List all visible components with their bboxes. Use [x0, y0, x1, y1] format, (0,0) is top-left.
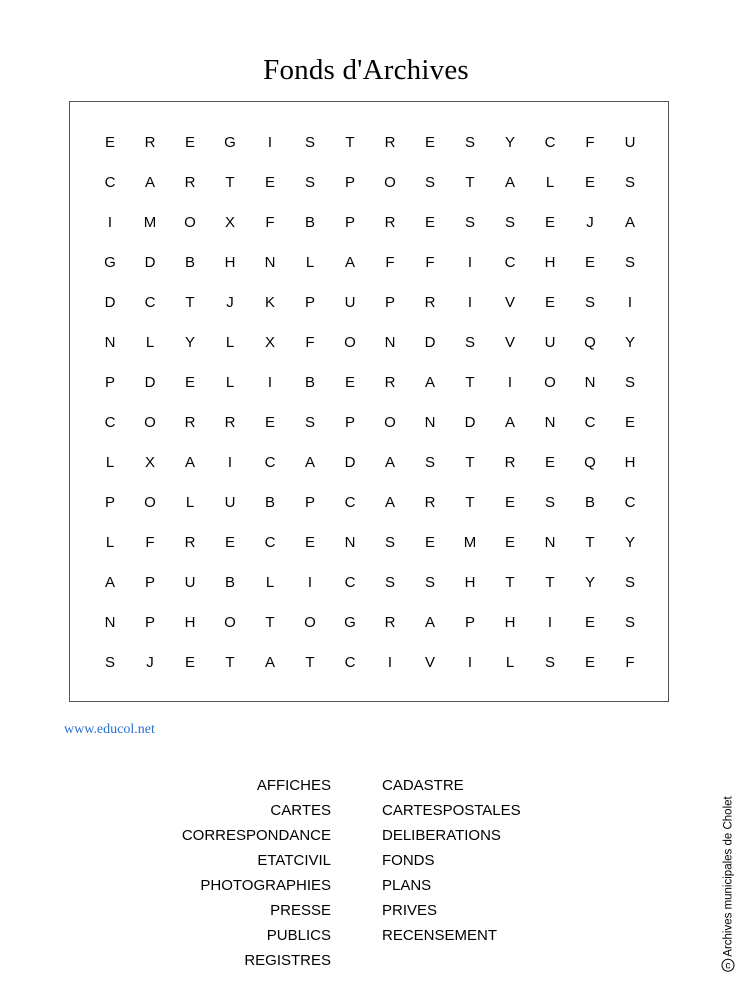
grid-cell[interactable]: T [465, 454, 475, 471]
grid-cell[interactable]: Q [584, 334, 596, 351]
grid-cell[interactable]: N [104, 614, 116, 631]
grid-cell[interactable]: L [105, 454, 115, 471]
grid-row [70, 333, 668, 353]
grid-cell[interactable]: E [264, 414, 275, 431]
word-list-item: DELIBERATIONS [382, 827, 501, 844]
grid-cell[interactable]: S [464, 334, 475, 351]
grid-cell[interactable]: G [344, 614, 356, 631]
grid-cell[interactable]: A [424, 614, 435, 631]
grid-cell[interactable]: N [104, 334, 116, 351]
grid-cell[interactable]: E [424, 214, 435, 231]
word-list-item: FONDS [382, 852, 435, 869]
grid-cell[interactable]: E [624, 414, 635, 431]
grid-cell[interactable]: R [504, 454, 516, 471]
word-list-item: CARTESPOSTALES [382, 802, 521, 819]
grid-cell[interactable]: T [505, 574, 515, 591]
grid-cell[interactable]: F [425, 254, 435, 271]
grid-cell[interactable]: S [584, 294, 595, 311]
credit-vertical [718, 784, 738, 984]
grid-cell[interactable]: I [627, 294, 633, 311]
grid-cell[interactable]: X [264, 334, 275, 351]
grid-cell[interactable]: N [384, 334, 396, 351]
word-list-item: CARTES [270, 802, 331, 819]
grid-cell[interactable]: E [184, 654, 195, 671]
grid-row [70, 293, 668, 313]
grid-cell[interactable]: R [184, 534, 196, 551]
grid-cell[interactable]: P [104, 374, 115, 391]
grid-cell[interactable]: D [104, 294, 116, 311]
grid-cell[interactable]: E [224, 534, 235, 551]
grid-cell[interactable]: I [307, 574, 313, 591]
grid-cell[interactable]: T [265, 614, 275, 631]
grid-cell[interactable]: I [467, 654, 473, 671]
grid-cell[interactable]: S [384, 534, 395, 551]
grid-cell[interactable]: T [545, 574, 555, 591]
word-list-item: AFFICHES [256, 777, 331, 794]
grid-cell[interactable]: Y [504, 134, 515, 151]
grid-cell[interactable]: S [304, 134, 315, 151]
grid-cell[interactable]: O [304, 614, 316, 631]
grid-cell[interactable]: V [504, 334, 515, 351]
grid-cell[interactable]: S [624, 174, 635, 191]
grid-cell[interactable]: E [584, 174, 595, 191]
grid-cell[interactable]: V [424, 654, 435, 671]
grid-cell[interactable]: T [225, 174, 235, 191]
grid-cell[interactable]: C [544, 134, 556, 151]
grid-cell[interactable]: I [267, 374, 273, 391]
grid-cell[interactable]: B [304, 214, 315, 231]
word-list-item: PHOTOGRAPHIES [200, 877, 331, 894]
grid-cell[interactable]: E [304, 534, 315, 551]
grid-cell[interactable]: T [225, 654, 235, 671]
word-list-item: PLANS [382, 877, 432, 894]
grid-cell[interactable]: A [504, 174, 515, 191]
grid-cell[interactable]: L [225, 334, 235, 351]
grid-cell[interactable]: C [504, 254, 516, 271]
grid-cell[interactable]: R [224, 414, 236, 431]
grid-cell[interactable]: I [227, 454, 233, 471]
grid-cell[interactable]: A [144, 174, 155, 191]
grid-cell[interactable]: V [504, 294, 515, 311]
grid-cell[interactable]: P [344, 214, 355, 231]
grid-cell[interactable]: O [544, 374, 556, 391]
grid-cell[interactable]: O [344, 334, 356, 351]
grid-cell[interactable]: A [424, 374, 435, 391]
grid-cell[interactable]: C [144, 294, 156, 311]
grid-cell[interactable]: B [304, 374, 315, 391]
grid-cell[interactable]: E [504, 534, 515, 551]
grid-cell[interactable]: O [144, 494, 156, 511]
credit-text: Archives municipales de Cholet [722, 796, 734, 957]
grid-cell[interactable]: N [264, 254, 276, 271]
copyright-icon: c [722, 959, 735, 972]
grid-cell[interactable]: H [544, 254, 556, 271]
grid-cell[interactable]: S [464, 214, 475, 231]
grid-cell[interactable]: L [305, 254, 315, 271]
grid-cell[interactable]: I [507, 374, 513, 391]
grid-row [70, 413, 668, 433]
grid-cell[interactable]: D [144, 374, 156, 391]
grid-cell[interactable]: S [624, 374, 635, 391]
grid-cell[interactable]: N [544, 414, 556, 431]
word-list-item: CORRESPONDANCE [181, 827, 331, 844]
grid-cell[interactable]: L [505, 654, 515, 671]
grid-cell[interactable]: A [344, 254, 355, 271]
grid-cell[interactable]: A [304, 454, 315, 471]
grid-cell[interactable]: O [384, 174, 396, 191]
grid-row [70, 133, 668, 153]
grid-cell[interactable]: P [304, 294, 315, 311]
grid-cell[interactable]: Q [584, 454, 596, 471]
grid-cell[interactable]: U [184, 574, 196, 591]
grid-row [70, 453, 668, 473]
word-list-item: RECENSEMENT [382, 927, 498, 944]
grid-cell[interactable]: D [464, 414, 476, 431]
grid-cell[interactable]: X [144, 454, 155, 471]
grid-cell[interactable]: S [424, 174, 435, 191]
grid-cell[interactable]: N [584, 374, 596, 391]
grid-cell[interactable]: N [544, 534, 556, 551]
grid-cell[interactable]: A [384, 454, 395, 471]
word-list-item: CADASTRE [382, 777, 464, 794]
grid-cell[interactable]: R [144, 134, 156, 151]
grid-cell[interactable]: E [584, 654, 595, 671]
grid-cell[interactable]: E [544, 454, 555, 471]
grid-cell[interactable]: E [184, 374, 195, 391]
grid-cell[interactable]: P [344, 414, 355, 431]
grid-cell[interactable]: M [143, 214, 157, 231]
grid-cell[interactable]: X [224, 214, 235, 231]
grid-cell[interactable]: O [224, 614, 236, 631]
grid-cell[interactable]: R [384, 134, 396, 151]
grid-cell[interactable]: Y [184, 334, 195, 351]
grid-cell[interactable]: F [305, 334, 315, 351]
grid-cell[interactable]: L [225, 374, 235, 391]
grid-row [70, 213, 668, 233]
grid-cell[interactable]: H [464, 574, 476, 591]
grid-cell[interactable]: Y [584, 574, 595, 591]
word-search-grid [69, 101, 669, 702]
grid-cell[interactable]: D [144, 254, 156, 271]
grid-cell[interactable]: N [424, 414, 436, 431]
grid-cell[interactable]: S [544, 654, 555, 671]
grid-cell[interactable]: S [504, 214, 515, 231]
grid-cell[interactable]: L [265, 574, 275, 591]
grid-cell[interactable]: R [424, 494, 436, 511]
word-list-right [382, 775, 602, 950]
grid-cell[interactable]: U [624, 134, 636, 151]
grid-cell[interactable]: T [185, 294, 195, 311]
grid-cell[interactable]: E [424, 534, 435, 551]
grid-cell[interactable]: P [144, 614, 155, 631]
grid-cell[interactable]: O [184, 214, 196, 231]
grid-cell[interactable]: A [104, 574, 115, 591]
grid-cell[interactable]: H [184, 614, 196, 631]
grid-row [70, 253, 668, 273]
word-list-item: ETATCIVIL [257, 852, 331, 869]
grid-cell[interactable]: Y [624, 334, 635, 351]
grid-cell[interactable]: O [144, 414, 156, 431]
grid-cell[interactable]: E [184, 134, 195, 151]
grid-cell[interactable]: P [104, 494, 115, 511]
grid-cell[interactable]: A [384, 494, 395, 511]
grid-cell[interactable]: T [585, 534, 595, 551]
grid-cell[interactable]: P [464, 614, 475, 631]
grid-cell[interactable]: P [384, 294, 395, 311]
grid-cell[interactable]: C [104, 174, 116, 191]
grid-cell[interactable]: L [145, 334, 155, 351]
grid-cell[interactable]: E [264, 174, 275, 191]
grid-cell[interactable]: L [545, 174, 555, 191]
grid-cell[interactable]: T [465, 494, 475, 511]
grid-row [70, 493, 668, 513]
grid-cell[interactable]: F [625, 654, 635, 671]
grid-cell[interactable]: I [547, 614, 553, 631]
word-list-left [130, 775, 331, 975]
grid-cell[interactable]: F [145, 534, 155, 551]
grid-cell[interactable]: I [467, 254, 473, 271]
grid-cell[interactable]: T [305, 654, 315, 671]
grid-cell[interactable]: E [544, 214, 555, 231]
grid-cell[interactable]: E [504, 494, 515, 511]
grid-cell[interactable]: I [107, 214, 113, 231]
word-list-item: REGISTRES [244, 952, 331, 969]
grid-cell[interactable]: D [344, 454, 356, 471]
grid-cell[interactable]: R [384, 214, 396, 231]
grid-cell[interactable]: F [265, 214, 275, 231]
grid-cell[interactable]: C [264, 534, 276, 551]
grid-cell[interactable]: U [544, 334, 556, 351]
grid-cell[interactable]: S [424, 454, 435, 471]
grid-row [70, 173, 668, 193]
grid-cell[interactable]: O [384, 414, 396, 431]
page-title: Fonds d'Archives [263, 54, 469, 86]
word-list-item: PUBLICS [266, 927, 331, 944]
grid-cell[interactable]: S [464, 134, 475, 151]
grid-cell[interactable]: C [344, 574, 356, 591]
grid-cell[interactable]: T [465, 174, 475, 191]
grid-cell[interactable]: G [104, 254, 116, 271]
grid-cell[interactable]: E [584, 614, 595, 631]
grid-cell[interactable]: S [424, 574, 435, 591]
grid-cell[interactable]: S [624, 254, 635, 271]
grid-cell[interactable]: J [146, 654, 154, 671]
grid-cell[interactable]: J [586, 214, 594, 231]
grid-cell[interactable]: N [344, 534, 356, 551]
grid-cell[interactable]: C [584, 414, 596, 431]
grid-cell[interactable]: M [463, 534, 477, 551]
grid-cell[interactable]: I [267, 134, 273, 151]
grid-cell[interactable]: T [345, 134, 355, 151]
grid-cell[interactable]: P [304, 494, 315, 511]
grid-cell[interactable]: C [104, 414, 116, 431]
grid-cell[interactable]: S [624, 614, 635, 631]
grid-cell[interactable]: P [344, 174, 355, 191]
grid-row [70, 613, 668, 633]
grid-row [70, 573, 668, 593]
word-list-item: PRIVES [382, 902, 438, 919]
grid-cell[interactable]: C [624, 494, 636, 511]
grid-cell[interactable]: S [624, 574, 635, 591]
grid-cell[interactable]: E [104, 134, 115, 151]
grid-cell[interactable]: R [384, 614, 396, 631]
grid-cell[interactable]: F [585, 134, 595, 151]
grid-cell[interactable]: R [184, 174, 196, 191]
grid-cell[interactable]: E [424, 134, 435, 151]
grid-cell[interactable]: B [584, 494, 595, 511]
grid-cell[interactable]: R [424, 294, 436, 311]
grid-cell[interactable]: R [384, 374, 396, 391]
grid-row [70, 373, 668, 393]
grid-cell[interactable]: U [224, 494, 236, 511]
grid-cell[interactable]: D [424, 334, 436, 351]
grid-row [70, 653, 668, 673]
grid-cell[interactable]: C [344, 494, 356, 511]
grid-cell[interactable]: A [504, 414, 515, 431]
grid-cell[interactable]: S [104, 654, 115, 671]
grid-cell[interactable]: I [467, 294, 473, 311]
grid-cell[interactable]: B [184, 254, 195, 271]
word-list-item: PRESSE [270, 902, 331, 919]
grid-cell[interactable]: B [264, 494, 275, 511]
website-link[interactable]: www.educol.net [64, 722, 155, 737]
grid-cell[interactable]: H [624, 454, 636, 471]
grid-row [70, 533, 668, 553]
grid-cell[interactable]: P [144, 574, 155, 591]
grid-cell[interactable]: U [344, 294, 356, 311]
grid-cell[interactable]: H [224, 254, 236, 271]
grid-cell[interactable]: Y [624, 534, 635, 551]
grid-cell[interactable]: J [226, 294, 234, 311]
grid-cell[interactable]: R [184, 414, 196, 431]
grid-cell[interactable]: L [105, 534, 115, 551]
grid-cell[interactable]: T [465, 374, 475, 391]
grid-cell[interactable]: L [185, 494, 195, 511]
grid-cell[interactable]: C [344, 654, 356, 671]
grid-cell[interactable]: S [304, 414, 315, 431]
grid-cell[interactable]: A [624, 214, 635, 231]
grid-cell[interactable]: C [264, 454, 276, 471]
grid-cell[interactable]: G [224, 134, 236, 151]
grid-cell[interactable]: A [264, 654, 275, 671]
grid-cell[interactable]: A [184, 454, 195, 471]
grid-cell[interactable]: E [544, 294, 555, 311]
grid-cell[interactable]: S [544, 494, 555, 511]
grid-cell[interactable]: E [584, 254, 595, 271]
grid-cell[interactable]: S [304, 174, 315, 191]
grid-cell[interactable]: F [385, 254, 395, 271]
grid-cell[interactable]: E [344, 374, 355, 391]
grid-cell[interactable]: S [384, 574, 395, 591]
grid-cell[interactable]: H [504, 614, 516, 631]
grid-cell[interactable]: B [224, 574, 235, 591]
grid-cell[interactable]: K [264, 294, 275, 311]
grid-cell[interactable]: I [387, 654, 393, 671]
